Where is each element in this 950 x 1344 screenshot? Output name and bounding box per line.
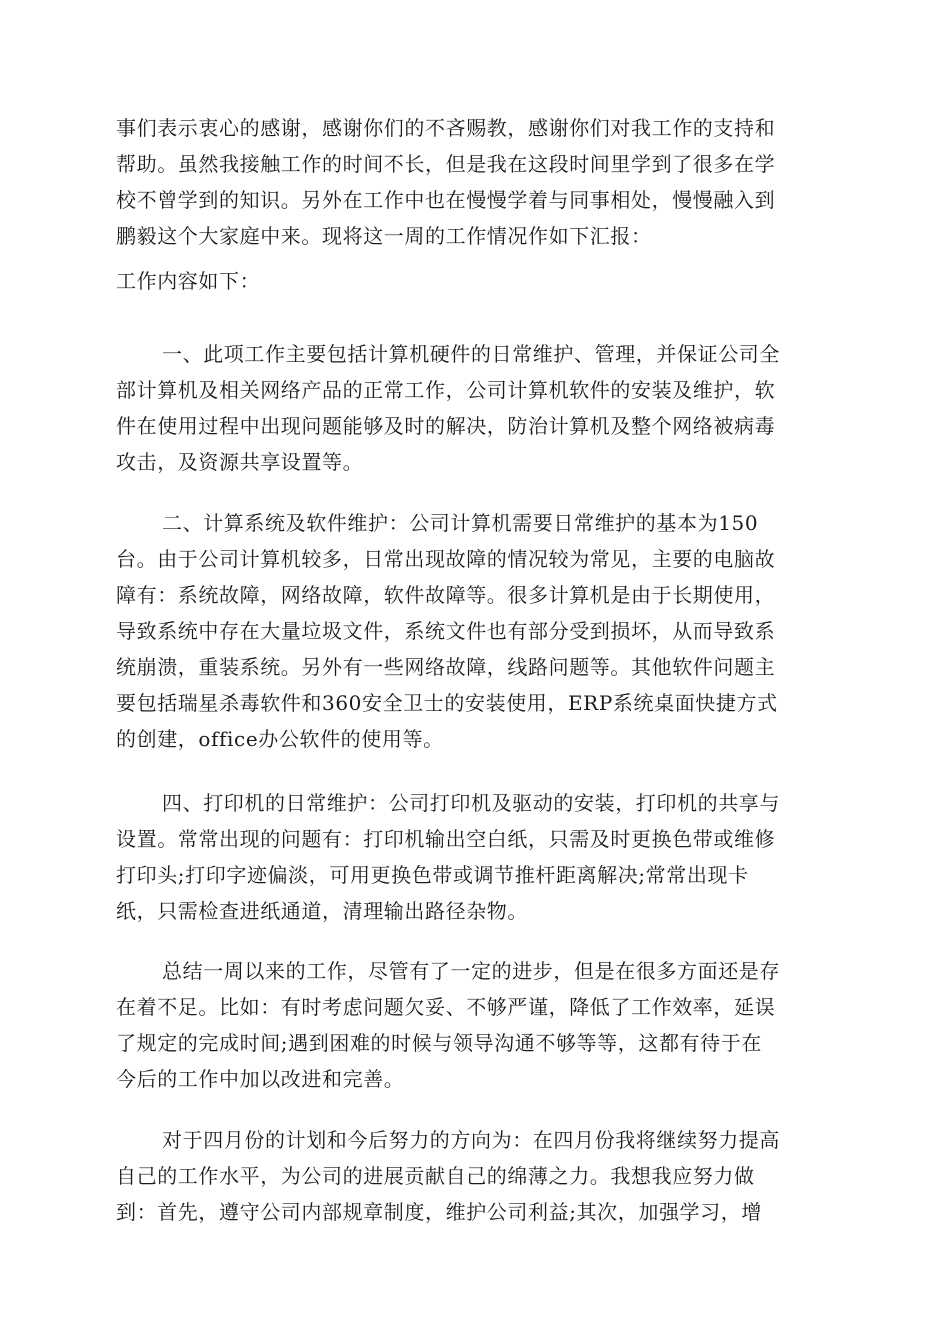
summary-paragraph: [116, 953, 836, 1097]
text-line: 障有：系统故障，网络故障，软件故障等。很多计算机是由于长期使用，: [116, 583, 776, 607]
text-line: 打印头;打印字迹偏淡，可用更换色带或调节推杆距离解决;常常出现卡: [116, 863, 749, 887]
text-line: 鹏毅这个大家庭中来。现将这一周的工作情况作如下汇报：: [116, 224, 652, 248]
text-line: 部计算机及相关网络产品的正常工作，公司计算机软件的安装及维护，软: [116, 378, 776, 402]
heading-line: 工作内容如下：: [116, 269, 261, 293]
text-line: 纸，只需检查进纸通道，清理输出路径杂物。: [116, 899, 528, 923]
plan-paragraph: [116, 1122, 836, 1230]
text-line: 到：首先，遵守公司内部规章制度，维护公司利益;其次，加强学习，增: [116, 1200, 762, 1224]
text-line: 事们表示衷心的感谢，感谢你们的不吝赐教，感谢你们对我工作的支持和: [116, 116, 776, 140]
section-four-paragraph: [116, 785, 836, 929]
work-content-heading: [116, 263, 836, 299]
text-line: 件在使用过程中出现问题能够及时的解决，防治计算机及整个网络被病毒: [116, 414, 776, 438]
text-line: 一、此项工作主要包括计算机硬件的日常维护、管理，并保证公司全: [162, 342, 780, 366]
text-line: 台。由于公司计算机较多，日常出现故障的情况较为常见，主要的电脑故: [116, 547, 776, 571]
text-line: 要包括瑞星杀毒软件和360安全卫士的安装使用，ERP系统桌面快捷方式: [116, 691, 778, 715]
text-line: 统崩溃，重装系统。另外有一些网络故障，线路问题等。其他软件问题主: [116, 655, 776, 679]
section-two-paragraph: [116, 505, 836, 757]
text-line: 的创建，office办公软件的使用等。: [116, 727, 444, 751]
section-one-paragraph: [116, 336, 836, 480]
text-line: 今后的工作中加以改进和完善。: [116, 1067, 405, 1091]
text-line: 自己的工作水平，为公司的进展贡献自己的绵薄之力。我想我应努力做: [116, 1164, 755, 1188]
text-line: 帮助。虽然我接触工作的时间不长，但是我在这段时间里学到了很多在学: [116, 152, 776, 176]
text-line: 四、打印机的日常维护：公司打印机及驱动的安装，打印机的共享与: [162, 791, 780, 815]
intro-paragraph: [116, 110, 836, 254]
text-line: 二、计算系统及软件维护：公司计算机需要日常维护的基本为150: [162, 511, 759, 535]
text-line: 总结一周以来的工作，尽管有了一定的进步，但是在很多方面还是存: [162, 959, 780, 983]
text-line: 导致系统中存在大量垃圾文件，系统文件也有部分受到损坏，从而导致系: [116, 619, 776, 643]
text-line: 了规定的完成时间;遇到困难的时候与领导沟通不够等等，这都有待于在: [116, 1031, 762, 1055]
text-line: 对于四月份的计划和今后努力的方向为：在四月份我将继续努力提高: [162, 1128, 780, 1152]
text-line: 在着不足。比如：有时考虑问题欠妥、不够严谨，降低了工作效率，延误: [116, 995, 776, 1019]
text-line: 攻击，及资源共享设置等。: [116, 450, 364, 474]
text-line: 校不曾学到的知识。另外在工作中也在慢慢学着与同事相处，慢慢融入到: [116, 188, 776, 212]
text-line: 设置。常常出现的问题有：打印机输出空白纸，只需及时更换色带或维修: [116, 827, 776, 851]
